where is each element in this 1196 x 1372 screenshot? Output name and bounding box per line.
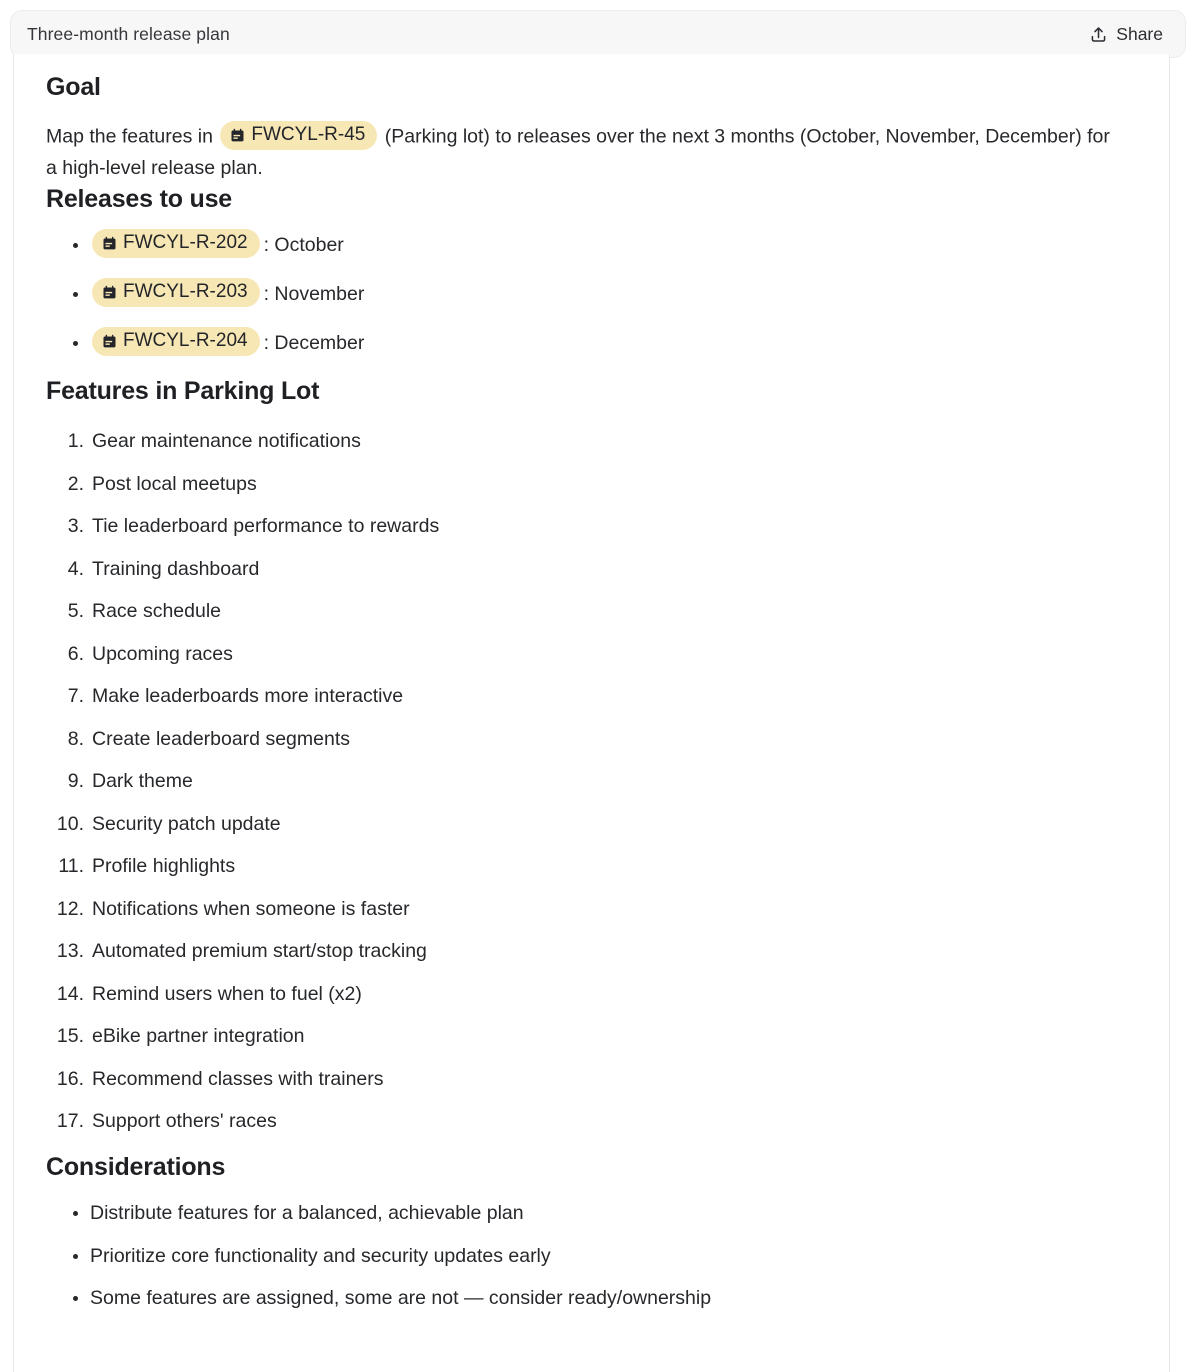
calendar-icon	[230, 128, 245, 143]
share-button[interactable]	[1081, 19, 1171, 50]
list-item: Support others' races	[92, 1110, 277, 1133]
features-list	[46, 429, 1129, 1133]
document-header-bar	[10, 10, 1186, 58]
release-chip-fwcyl-r-202[interactable]	[92, 229, 260, 258]
list-item: • Distribute features for a balanced, achievable plan	[90, 1201, 1129, 1225]
list-item: Automated premium start/stop tracking	[92, 940, 427, 963]
list-item: Security patch update	[92, 812, 281, 835]
calendar-icon	[102, 285, 117, 300]
list-item	[90, 278, 1129, 307]
list-item: Upcoming races	[92, 642, 233, 665]
heading-releases-to-use: Releases to use	[46, 184, 232, 213]
goal-text-after: (Parking lot) to releases over the next 3 months (October, November, December) for a high-level release plan.	[46, 125, 1110, 179]
list-item: • Some features are assigned, some are not — consider ready/ownership	[90, 1286, 1129, 1310]
document-content	[14, 54, 1169, 1310]
document-panel	[13, 54, 1170, 1372]
issue-chip-label: FWCYL-R-45	[251, 124, 366, 146]
calendar-icon	[102, 236, 117, 251]
list-item	[90, 229, 1129, 258]
heading-features-in-parking-lot: Features in Parking Lot	[46, 377, 320, 405]
list-item: Recommend classes with trainers	[92, 1067, 384, 1090]
list-item: Gear maintenance notifications	[92, 430, 361, 453]
calendar-icon	[102, 334, 117, 349]
list-item: Make leaderboards more interactive	[92, 685, 404, 708]
list-item: Post local meetups	[92, 472, 257, 495]
document-title: Three-month release plan	[27, 23, 230, 44]
release-chip-label: • FWCYL-R-204	[123, 330, 248, 351]
list-item: Tie leaderboard performance to rewards	[92, 515, 440, 538]
list-item: Profile highlights	[92, 855, 236, 878]
heading-goal: Goal	[46, 73, 101, 101]
issue-chip-fwcyl-r-45[interactable]	[220, 121, 377, 150]
heading-considerations: Considerations	[46, 1152, 226, 1181]
release-chip-label: • FWCYL-R-202	[123, 232, 248, 253]
release-chip-fwcyl-r-203[interactable]	[92, 278, 260, 307]
goal-text-before: Map the features in	[46, 125, 213, 148]
list-item: Dark theme	[92, 770, 193, 793]
release-month: : November	[263, 282, 365, 305]
share-button-label: Share	[1116, 23, 1163, 44]
releases-list	[46, 229, 1129, 356]
list-item: eBike partner integration	[92, 1025, 305, 1048]
list-item: Training dashboard	[92, 557, 260, 580]
list-item	[90, 327, 1129, 356]
list-item: • Prioritize core functionality and security updates early	[90, 1244, 1129, 1268]
list-item: Race schedule	[92, 600, 221, 623]
considerations-list	[46, 1201, 1129, 1310]
release-chip-fwcyl-r-204[interactable]	[92, 327, 260, 356]
release-chip-label: • FWCYL-R-203	[123, 281, 248, 302]
list-item: Notifications when someone is faster	[92, 897, 410, 920]
goal-paragraph	[46, 121, 1111, 184]
share-upload-icon	[1089, 25, 1108, 44]
list-item: Create leaderboard segments	[92, 727, 350, 750]
release-month: : October	[263, 233, 344, 256]
release-month: : December	[263, 331, 365, 354]
list-item: Remind users when to fuel (x2)	[92, 982, 362, 1005]
